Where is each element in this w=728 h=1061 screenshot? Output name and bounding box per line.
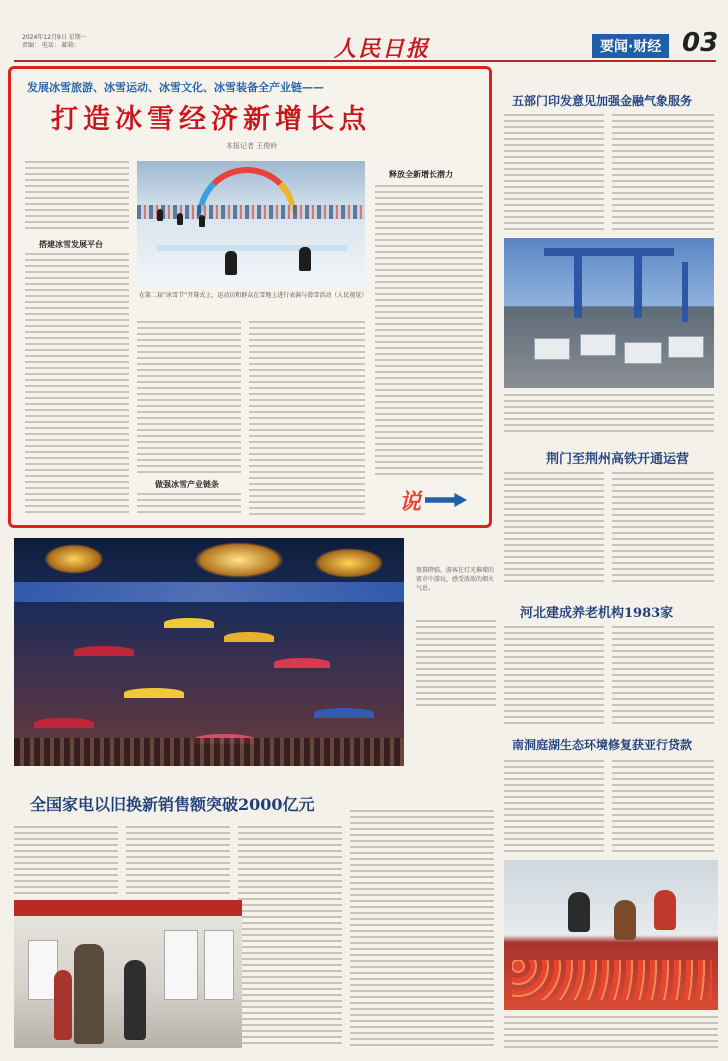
skier [177, 213, 183, 225]
snow-banner [157, 245, 347, 251]
body-text-block [25, 253, 129, 515]
body-text-block [249, 321, 365, 515]
body-text-block [137, 493, 241, 515]
body-text-block [612, 114, 714, 230]
headline-railway: 荆门至荆州高铁开通运营 [546, 452, 690, 467]
newspaper-logo: 人民日报 [334, 36, 431, 62]
body-text-block [612, 626, 714, 726]
port-photo [504, 238, 714, 388]
crowd [137, 205, 365, 219]
body-text-block [504, 626, 604, 726]
appliance-store-photo [14, 900, 242, 1048]
truck [624, 342, 662, 364]
skier [225, 251, 237, 275]
strawberry-greenhouse-photo [504, 860, 718, 1010]
body-text-block [504, 114, 604, 230]
body-text-block [126, 826, 230, 894]
farmer [614, 900, 636, 940]
skier [157, 209, 163, 221]
article-subhead-1: 搭建冰雪发展平台 [39, 240, 103, 249]
skier [199, 215, 205, 227]
headline-dongting-lake: 南洞庭湖生态环境修复获亚行贷款 [512, 738, 693, 752]
article-title: 打造冰雪经济新增长点 [51, 104, 371, 135]
truck [668, 336, 704, 358]
body-text-block [375, 185, 483, 477]
featured-article-highlight [8, 66, 492, 528]
body-text-block [350, 810, 494, 1048]
body-text-block [137, 321, 241, 475]
masthead-date: 2024年12月9日 星期一 责编： 电话： 邮箱： [22, 34, 87, 49]
truck [534, 338, 570, 360]
headline-appliance-tradein: 全国家电以旧换新销售额突破2000亿元 [30, 795, 315, 814]
shopper [74, 944, 104, 1044]
column-logo: 说 [395, 483, 473, 517]
strawberries [512, 960, 712, 1000]
article-subhead-2: 释放全新增长潜力 [389, 170, 453, 179]
body-text-block [14, 826, 118, 894]
crowd [14, 738, 404, 766]
headline-elderly-care: 河北建成养老机构1983家 [520, 606, 674, 621]
truck [580, 334, 616, 356]
headline-finance-weather: 五部门印发意见加强金融气象服务 [512, 94, 693, 108]
photo-caption: 在第二届“冰雪节”开幕式上，运动员和群众在雪地上进行表演与滑雪活动（人民视觉） [139, 292, 368, 299]
shopper [54, 970, 72, 1040]
night-market-caption: 夜幕降临，游客在灯光璀璨的夜市中游玩，感受浓浓的烟火气息。 [416, 567, 495, 592]
shopper [124, 960, 146, 1040]
section-label: 要闻·财经 [592, 34, 669, 58]
night-market-photo [14, 538, 404, 766]
body-text-block [25, 161, 129, 233]
body-text-block [238, 826, 342, 1048]
article-subhead-3: 做强冰雪产业链条 [155, 480, 219, 489]
article-byline: 本报记者 王俊岭 [226, 142, 278, 150]
masthead [14, 28, 719, 62]
photo-caption-block [504, 394, 714, 434]
skier [299, 247, 311, 271]
caption-text-block [416, 620, 496, 708]
page-number: 03 [682, 28, 719, 58]
ski-event-photo [137, 161, 365, 287]
photo-caption-block [504, 1016, 718, 1048]
farmer [568, 892, 590, 932]
farmer [654, 890, 676, 930]
body-text-block [612, 760, 714, 852]
arrow-icon [425, 493, 467, 507]
body-text-block [504, 472, 604, 586]
body-text-block [504, 760, 604, 852]
body-text-block [612, 472, 714, 586]
article-kicker: 发展冰雪旅游、冰雪运动、冰雪文化、冰雪装备全产业链—— [27, 81, 324, 94]
